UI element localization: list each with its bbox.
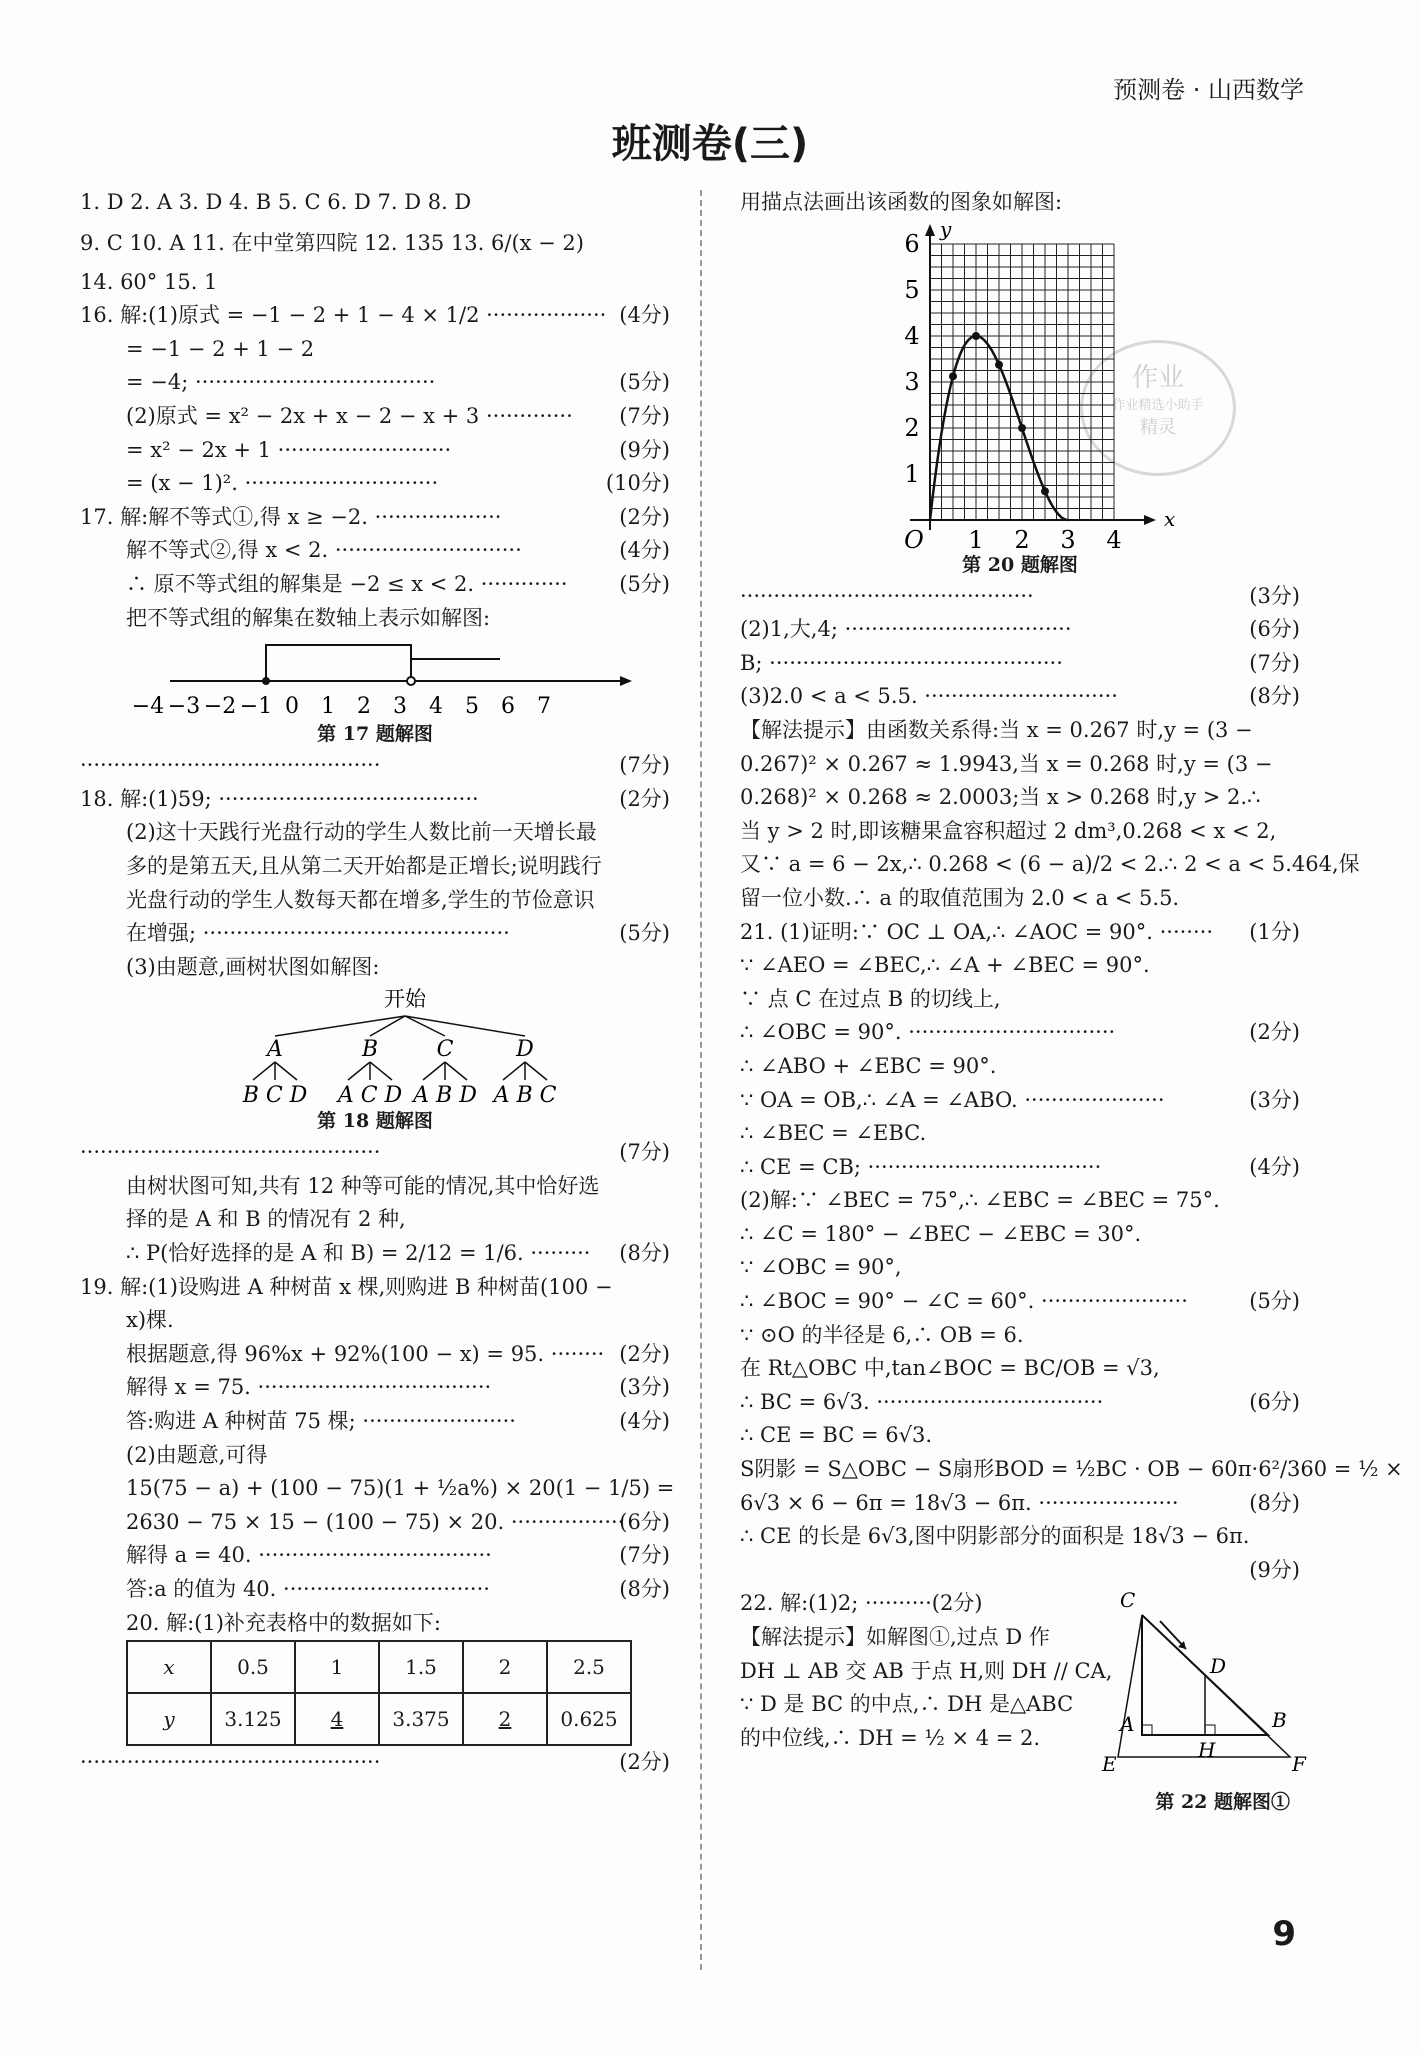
tree-diagram-svg xyxy=(80,984,670,1109)
closed-point xyxy=(262,677,270,685)
page-number: 9 xyxy=(1272,1914,1296,1954)
function-graph-svg xyxy=(740,216,1300,554)
table-cell: 1.5 xyxy=(379,1641,463,1693)
right-line xyxy=(740,1016,1300,1050)
q18-text: (3)由题意,画树状图如解图: xyxy=(126,954,380,979)
q18-line xyxy=(80,1170,670,1204)
y-axis-label: y xyxy=(940,216,952,241)
answers-row-3: 14. 60° 15. 1 xyxy=(80,269,218,294)
table-cell: 2.5 xyxy=(547,1641,631,1693)
right-line xyxy=(740,1520,1300,1554)
right-score: (8分) xyxy=(1249,684,1300,709)
right-line xyxy=(740,1117,1300,1151)
right-score: (4分) xyxy=(1249,1154,1300,1179)
q22-line xyxy=(740,1655,1113,1689)
q18-line xyxy=(80,917,670,951)
q16-line xyxy=(80,299,670,333)
q18-line xyxy=(80,783,670,817)
table-header-x: x xyxy=(127,1641,211,1693)
q17-score: (2分) xyxy=(619,504,670,529)
q22-line xyxy=(740,1587,1100,1621)
q19-text: x)棵. xyxy=(126,1308,174,1333)
q18-line xyxy=(80,1237,670,1271)
table-cell: 0.625 xyxy=(547,1693,631,1745)
right-line xyxy=(740,983,1300,1017)
tree-branch-label: D xyxy=(516,1037,534,1063)
right-score: (5分) xyxy=(1249,1289,1300,1314)
number-line-label: 3 xyxy=(393,694,407,720)
right-line xyxy=(740,1084,1300,1118)
x-tick-label: 1 xyxy=(968,525,984,554)
tree-leaves: A C D xyxy=(337,1083,403,1109)
tree-root: 开始 xyxy=(384,987,426,1012)
x-axis-arrow xyxy=(1144,515,1156,525)
number-line-figure xyxy=(80,635,670,719)
right-text: 0.267)² × 0.267 ≈ 1.9943,当 x = 0.268 时,y = (3 − xyxy=(740,751,1273,776)
q18-score: (8分) xyxy=(619,1241,670,1266)
question-22-text xyxy=(740,1587,1113,1755)
tree-edge xyxy=(405,1016,525,1036)
q19-line xyxy=(80,1271,670,1305)
q16-line xyxy=(80,366,670,400)
right-line xyxy=(740,916,1300,950)
right-text: 0.268)² × 0.268 ≈ 2.0003;当 x > 0.268 时,y > 2.∴ xyxy=(740,785,1261,810)
q16-text: = (x − 1)². ····························· xyxy=(126,471,439,496)
table-row-x xyxy=(127,1641,631,1693)
header-tag: 预测卷 · 山西数学 xyxy=(1113,76,1304,104)
right-score: (2分) xyxy=(1249,1020,1300,1045)
right-score: (1分) xyxy=(1249,919,1300,944)
tree-branch-label: B xyxy=(361,1037,379,1063)
right-score: (7分) xyxy=(1249,650,1300,675)
right-line xyxy=(740,848,1360,882)
q18-text: 18. 解:(1)59; ······································· xyxy=(80,786,479,811)
q20-dots: ············································· xyxy=(80,1750,381,1775)
question-19-20 xyxy=(80,1271,675,1641)
q16-score: (10分) xyxy=(605,471,670,496)
q19-score: (4分) xyxy=(619,1409,670,1434)
q19-score: (2分) xyxy=(619,1341,670,1366)
table-cell: 1 xyxy=(295,1641,379,1693)
point-label-b: B xyxy=(1272,1708,1287,1733)
right-line xyxy=(740,882,1300,916)
point-label-e: E xyxy=(1102,1752,1117,1777)
right-text: ∴ ∠OBC = 90°. ······························· xyxy=(740,1020,1116,1045)
q17-line xyxy=(80,602,670,636)
q16-score: (4分) xyxy=(619,303,670,328)
q19-text: 根据题意,得 96%x + 92%(100 − x) = 95. ········ xyxy=(126,1341,605,1366)
right-line xyxy=(740,1218,1300,1252)
figure-20-caption: 第 20 题解图 xyxy=(962,553,1078,576)
y-axis-arrow xyxy=(925,224,935,236)
q19-text: 15(75 − a) + (100 − 75)(1 + ½a%) × 20(1 − 1/5) = xyxy=(126,1476,675,1501)
q16-line xyxy=(80,434,670,468)
question-18-continued xyxy=(80,1136,670,1270)
right-score: (6分) xyxy=(1249,617,1300,642)
right-text: ∴ ∠ABO + ∠EBC = 90°. xyxy=(740,1053,997,1078)
right-text: ∵ ⊙O 的半径是 6,∴ OB = 6. xyxy=(740,1322,1024,1347)
axis-arrow xyxy=(620,676,632,686)
q19-line xyxy=(80,1304,670,1338)
right-line xyxy=(740,1419,1300,1453)
right-line xyxy=(740,1285,1300,1319)
q17-score: (7分) xyxy=(619,753,670,778)
q19-text: 2630 − 75 × 15 − (100 − 75) × 20. ················· xyxy=(126,1509,625,1534)
right-line xyxy=(740,815,1300,849)
q17-score: (4分) xyxy=(619,538,670,563)
triangle-figure-svg xyxy=(1100,1587,1306,1777)
solution-bracket xyxy=(266,645,411,681)
right-text: (2)解:∵ ∠BEC = 75°,∴ ∠EBC = ∠BEC = 75°. xyxy=(740,1188,1220,1213)
q22-text: ∵ D 是 BC 的中点,∴ DH 是△ABC xyxy=(740,1692,1074,1717)
q19-text: 20. 解:(1)补充表格中的数据如下: xyxy=(126,1610,441,1635)
q19-line xyxy=(80,1573,670,1607)
answers-row-2: 9. C 10. A 11. 在中堂第四院 12. 135 13. 6/(x − 2) xyxy=(80,230,584,255)
figure-18-caption: 第 18 题解图 xyxy=(317,1110,433,1133)
right-line xyxy=(740,781,1300,815)
q19-line xyxy=(80,1338,670,1372)
q17-line xyxy=(80,534,670,568)
right-text: ∴ ∠BOC = 90° − ∠C = 60°. ······················ xyxy=(740,1289,1188,1314)
right-text: ∵ ∠OBC = 90°, xyxy=(740,1255,902,1280)
right-text: ∴ CE = CB; ··································· xyxy=(740,1154,1102,1179)
tree-edge xyxy=(525,1062,547,1080)
number-line-svg xyxy=(80,635,670,719)
q18-text: ············································· xyxy=(80,1140,381,1165)
q16-score: (7分) xyxy=(619,403,670,428)
right-line xyxy=(740,1319,1300,1353)
q20-score: (2分) xyxy=(619,1750,670,1775)
q19-line xyxy=(80,1371,670,1405)
q16-line xyxy=(80,333,670,367)
q16-line xyxy=(80,400,670,434)
y-tick-label: 3 xyxy=(904,367,920,396)
q16-score: (5分) xyxy=(619,370,670,395)
function-graph-figure xyxy=(740,216,1300,554)
y-tick-label: 6 xyxy=(904,229,920,258)
tree-edge xyxy=(253,1062,275,1080)
right-score: (6分) xyxy=(1249,1389,1300,1414)
tree-edge xyxy=(503,1062,525,1080)
number-line-label: 6 xyxy=(501,694,515,720)
right-line xyxy=(740,1352,1300,1386)
table-row-y xyxy=(127,1693,631,1745)
q18-line xyxy=(80,1203,670,1237)
tree-edge xyxy=(423,1062,445,1080)
y-tick-label: 4 xyxy=(904,321,920,350)
y-tick-label: 2 xyxy=(904,413,920,442)
table-cell: 3.125 xyxy=(211,1693,295,1745)
question-18 xyxy=(80,783,670,985)
right-line xyxy=(740,580,1300,614)
q18-line xyxy=(80,884,670,918)
plot-point xyxy=(949,372,957,380)
number-line-label: −1 xyxy=(239,694,273,720)
x-tick-label: 4 xyxy=(1106,525,1122,554)
watermark-line3: 精灵 xyxy=(1140,417,1176,438)
right-line xyxy=(740,1487,1300,1521)
right-text: 又∵ a = 6 − 2x,∴ 0.268 < (6 − a)/2 < 2.∴ 2 < a < 5.464,保 xyxy=(740,852,1360,877)
q17-text: 把不等式组的解集在数轴上表示如解图: xyxy=(126,605,491,630)
q22-text: 【解法提示】如解图①,过点 D 作 xyxy=(740,1625,1050,1649)
number-line-label: −2 xyxy=(203,694,237,720)
watermark-line1: 作业 xyxy=(1131,363,1184,393)
right-line xyxy=(740,1050,1300,1084)
q19-text: 解得 x = 75. ··································· xyxy=(126,1375,492,1400)
tree-leaves: A B C xyxy=(493,1083,557,1109)
q18-text: 光盘行动的学生人数每天都在增多,学生的节俭意识 xyxy=(126,887,595,912)
q19-line xyxy=(80,1539,670,1573)
right-text: ∵ OA = OB,∴ ∠A = ∠ABO. ····················· xyxy=(740,1087,1165,1112)
right-text: S阴影 = S△OBC − S扇形BOD = ½BC · OB − 60π·6²/360 = ½ × xyxy=(740,1457,1403,1482)
table-cell: 3.375 xyxy=(379,1693,463,1745)
q18-score: (2分) xyxy=(619,786,670,811)
right-text: (2)1,大,4; ·································· xyxy=(740,617,1072,642)
q19-line xyxy=(80,1439,670,1473)
right-angle-h xyxy=(1205,1725,1215,1735)
number-line-label: −4 xyxy=(131,694,165,720)
y-tick-label: 1 xyxy=(904,459,920,488)
q18-text: 由树状图可知,共有 12 种等可能的情况,其中恰好选 xyxy=(126,1173,600,1198)
question-17 xyxy=(80,501,670,635)
tree-leaves: A B D xyxy=(413,1083,477,1109)
q18-line xyxy=(80,816,670,850)
right-line xyxy=(740,680,1300,714)
number-line-label: 0 xyxy=(285,694,299,720)
q16-text: = x² − 2x + 1 ·························· xyxy=(126,437,452,462)
right-score: (3分) xyxy=(1249,583,1300,608)
q19-line xyxy=(80,1405,670,1439)
plot-point xyxy=(972,332,980,340)
right-text-lines xyxy=(740,580,1403,1588)
q18-text: (2)这十天践行光盘行动的学生人数比前一天增长最 xyxy=(126,820,597,845)
column-divider xyxy=(700,190,702,1970)
q16-text: 16. 解:(1)原式 = −1 − 2 + 1 − 4 × 1/2 ·················· xyxy=(80,303,607,328)
right-column xyxy=(740,186,1403,1817)
plot-point xyxy=(995,360,1003,368)
page-title: 班测卷(三) xyxy=(611,121,809,167)
x-tick-label: 2 xyxy=(1014,525,1030,554)
q19-text: 解得 a = 40. ··································· xyxy=(126,1543,492,1568)
q18-line xyxy=(80,850,670,884)
right-text: ∵ 点 C 在过点 B 的切线上, xyxy=(740,986,1001,1011)
q19-text: (2)由题意,可得 xyxy=(126,1442,268,1467)
q18-line xyxy=(80,1136,670,1170)
q19-text: 19. 解:(1)设购进 A 种树苗 x 棵,则购进 B 种树苗(100 − xyxy=(80,1274,613,1299)
graph-intro: 用描点法画出该函数的图象如解图: xyxy=(740,190,1063,214)
q22-text: 22. 解:(1)2; ··········(2分) xyxy=(740,1591,983,1616)
table-cell: 2 xyxy=(463,1693,547,1745)
right-text: ∴ ∠C = 180° − ∠BEC − ∠EBC = 30°. xyxy=(740,1221,1142,1246)
right-text: ∵ ∠AEO = ∠BEC,∴ ∠A + ∠BEC = 90°. xyxy=(740,953,1150,978)
right-text: B; ············································ xyxy=(740,650,1063,675)
right-line xyxy=(740,647,1300,681)
table-cell: 4 xyxy=(295,1693,379,1745)
number-line-label: 1 xyxy=(321,694,335,720)
q18-score: (7分) xyxy=(619,1140,670,1165)
right-text: (3)2.0 < a < 5.5. ····························· xyxy=(740,684,1118,709)
q20-score-line xyxy=(80,1746,670,1780)
tree-branch-label: C xyxy=(436,1037,454,1063)
q19-text: 答:购进 A 种树苗 75 棵; ······················· xyxy=(126,1409,516,1434)
right-text: 6√3 × 6 − 6π = 18√3 − 6π. ····················· xyxy=(740,1490,1179,1515)
q16-text: = −1 − 2 + 1 − 2 xyxy=(126,336,315,361)
q19-score: (6分) xyxy=(619,1509,670,1534)
number-line-label: −3 xyxy=(167,694,201,720)
open-point xyxy=(407,677,415,685)
q17-line xyxy=(80,568,670,602)
q22-text: 的中位线,∴ DH = ½ × 4 = 2. xyxy=(740,1725,1041,1750)
right-line xyxy=(740,1151,1300,1185)
tree-edge xyxy=(445,1062,467,1080)
q18-score: (5分) xyxy=(619,921,670,946)
plot-point xyxy=(1018,424,1026,432)
q19-line xyxy=(80,1506,670,1540)
right-text: 留一位小数.∴ a 的取值范围为 2.0 < a < 5.5. xyxy=(740,885,1180,910)
q18-text: 择的是 A 和 B 的情况有 2 种, xyxy=(126,1207,406,1232)
point-label-f: F xyxy=(1292,1752,1306,1777)
x-tick-label: 3 xyxy=(1060,525,1076,554)
q16-score: (9分) xyxy=(619,437,670,462)
right-line xyxy=(740,1453,1403,1487)
q22-line xyxy=(740,1621,1100,1655)
right-line xyxy=(740,613,1300,647)
q16-text: (2)原式 = x² − 2x + x − 2 − x + 3 ············· xyxy=(126,403,573,428)
tree-edge xyxy=(370,1062,392,1080)
watermark-line2: 作业精选小助手 xyxy=(1112,398,1204,413)
q17-text: ∴ 原不等式组的解集是 −2 ≤ x < 2. ············· xyxy=(126,571,568,596)
table-cell: 2 xyxy=(463,1641,547,1693)
right-score: (8分) xyxy=(1249,1490,1300,1515)
q16-text: = −4; ···································· xyxy=(126,370,436,395)
origin-label: O xyxy=(904,525,924,554)
q22-line xyxy=(740,1688,1100,1722)
right-text: 【解法提示】由函数关系得:当 x = 0.267 时,y = (3 − xyxy=(740,717,1253,742)
q18-text: 多的是第五天,且从第二天开始都是正增长;说明践行 xyxy=(126,853,602,878)
right-line xyxy=(740,1251,1300,1285)
q22-text: DH ⊥ AB 交 AB 于点 H,则 DH // CA, xyxy=(740,1658,1113,1683)
q16-line xyxy=(80,467,670,501)
q19-score: (7分) xyxy=(619,1543,670,1568)
y-tick-label: 5 xyxy=(904,275,920,304)
right-text: ∴ CE 的长是 6√3,图中阴影部分的面积是 18√3 − 6π. xyxy=(740,1524,1250,1549)
right-score: (3分) xyxy=(1249,1087,1300,1112)
q19-line xyxy=(80,1607,670,1641)
x-axis-label: x xyxy=(1164,506,1176,531)
right-text: 在 Rt△OBC 中,tan∠BOC = BC/OB = √3, xyxy=(740,1356,1160,1381)
q19-text: 答:a 的值为 40. ······························· xyxy=(126,1577,490,1601)
right-line xyxy=(740,949,1300,983)
tree-edge xyxy=(275,1016,405,1036)
q22-line xyxy=(740,1722,1100,1756)
right-text: ∴ CE = BC = 6√3. xyxy=(740,1423,932,1448)
point-label-h: H xyxy=(1198,1738,1216,1763)
number-line-label: 2 xyxy=(357,694,371,720)
table-cell: 0.5 xyxy=(211,1641,295,1693)
tree-figure xyxy=(80,984,670,1109)
q19-line xyxy=(80,1472,675,1506)
right-line xyxy=(740,748,1300,782)
figure-17-caption: 第 17 题解图 xyxy=(317,723,433,746)
q20-data-table xyxy=(126,1640,632,1746)
answers-row-1: 1. D 2. A 3. D 4. B 5. C 6. D 7. D 8. D xyxy=(80,190,472,214)
question-16 xyxy=(80,299,670,501)
q19-score: (3分) xyxy=(619,1375,670,1400)
left-column xyxy=(80,186,675,1780)
q18-text: ∴ P(恰好选择的是 A 和 B) = 2/12 = 1/6. ········· xyxy=(126,1241,591,1266)
plot-point xyxy=(1041,487,1049,495)
right-text: 21. (1)证明:∵ OC ⊥ OA,∴ ∠AOC = 90°. ········ xyxy=(740,919,1214,944)
right-text: ∴ BC = 6√3. ·································· xyxy=(740,1389,1104,1414)
number-line-label: 5 xyxy=(465,694,479,720)
right-text: 当 y > 2 时,即该糖果盒容积超过 2 dm³,0.268 < x < 2, xyxy=(740,818,1277,843)
q17-text: 17. 解:解不等式①,得 x ≥ −2. ··················· xyxy=(80,504,502,529)
right-score: (9分) xyxy=(1249,1557,1300,1582)
right-text: ············································ xyxy=(740,583,1034,608)
question-22 xyxy=(740,1587,1306,1787)
q17-score: (5分) xyxy=(619,571,670,596)
number-line-label: 7 xyxy=(537,694,551,720)
q17-text: 解不等式②,得 x < 2. ···························· xyxy=(126,538,522,563)
q17-score-line xyxy=(80,749,670,783)
tree-branch-label: A xyxy=(267,1037,283,1063)
number-line-label: 4 xyxy=(429,694,443,720)
figure-22-caption: 第 22 题解图① xyxy=(1155,1791,1290,1814)
right-line xyxy=(740,1184,1300,1218)
tree-edge xyxy=(348,1062,370,1080)
q18-text: 在增强; ·············································· xyxy=(126,921,510,946)
point-label-d: D xyxy=(1210,1654,1227,1679)
right-text: ∴ ∠BEC = ∠EBC. xyxy=(740,1121,927,1146)
point-label-c: C xyxy=(1120,1588,1136,1613)
q17-line xyxy=(80,501,670,535)
right-line xyxy=(740,1386,1300,1420)
right-line xyxy=(740,1554,1300,1588)
q18-line xyxy=(80,951,670,985)
right-line xyxy=(740,714,1300,748)
table-header-y: y xyxy=(127,1693,211,1745)
tree-leaves: B C D xyxy=(242,1083,308,1109)
tree-edge xyxy=(275,1062,297,1080)
q17-dots: ············································· xyxy=(80,753,381,778)
point-label-a: A xyxy=(1120,1712,1135,1737)
right-angle-a xyxy=(1142,1725,1152,1735)
q19-score: (8分) xyxy=(619,1577,670,1601)
